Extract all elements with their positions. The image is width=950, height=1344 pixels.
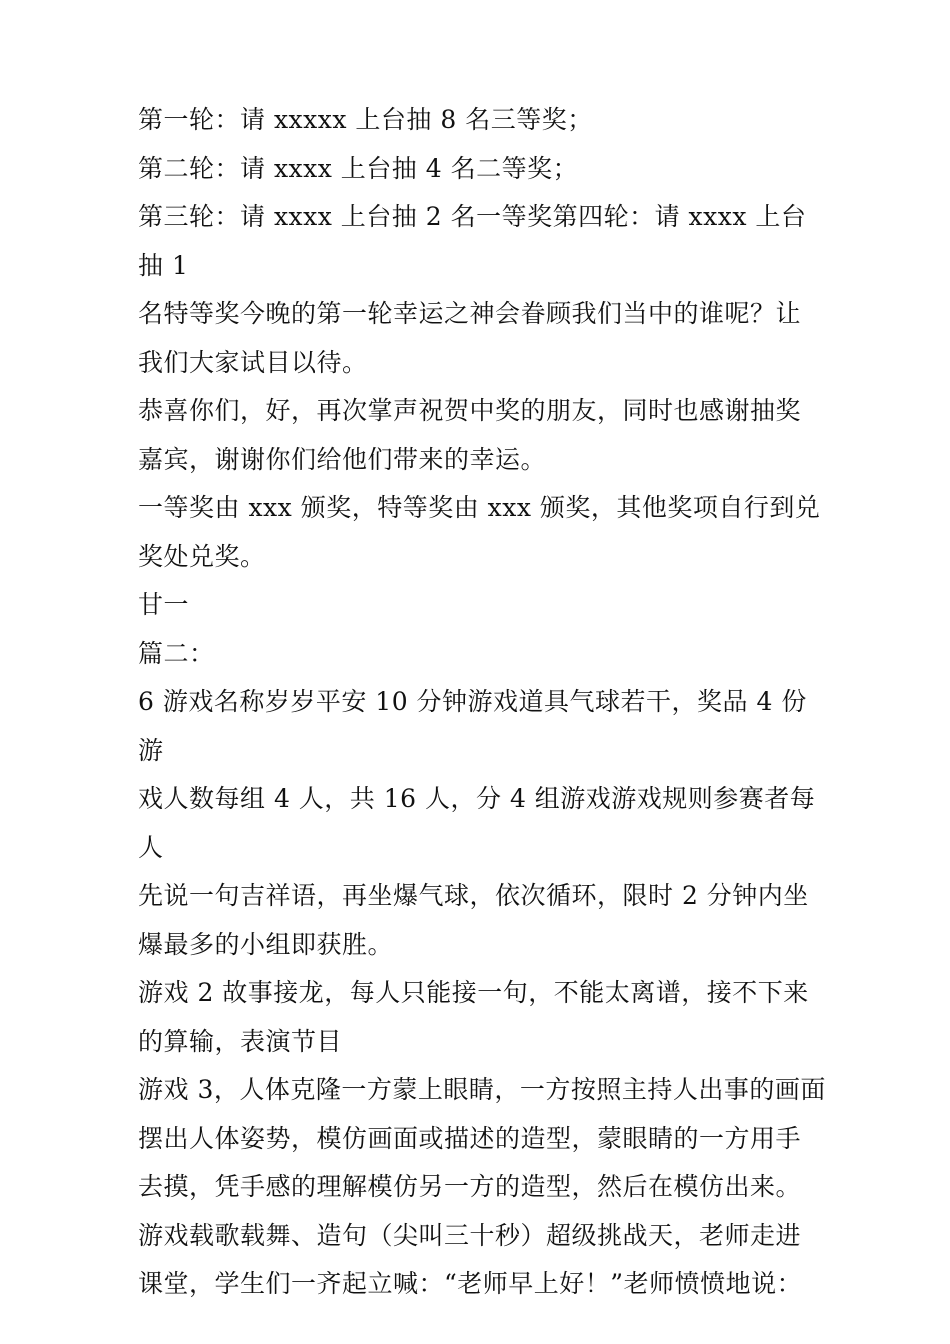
paragraph-game-balloons: 6 游戏名称岁岁平安 10 分钟游戏道具气球若干，奖品 4 份游 戏人数每组 4 人，共 16 人，分 4 组游戏游戏规则参赛者每人 先说一句吉祥语，再坐爆气球，依次循环，限时 2 分钟内坐 爆最多的小组即获胜。 <box>138 687 816 959</box>
paragraph-part-two-heading: 篇二： <box>138 638 215 668</box>
paragraph-game-story-chain: 游戏 2 故事接龙，每人只能接一句，不能太离谱，接不下来 的算输，表演节目 <box>138 978 809 1056</box>
paragraph-game-sing-dance: 游戏载歌载舞、造句（尖叫三十秒）超级挑战天，老师走进 课堂，学生们一齐起立喊：“老师早上好！”老师愤愤地说： <box>138 1220 803 1298</box>
paragraph-section-marker: 甘一 <box>138 590 190 619</box>
paragraph-congratulations: 恭喜你们，好，再次掌声祝贺中奖的朋友，同时也感谢抽奖 嘉宾，谢谢你们给他们带来的幸运。 <box>138 396 802 474</box>
paragraph-round-two: 第二轮：请 xxxx 上台抽 4 名二等奖； <box>138 153 579 183</box>
paragraph-round-three-four: 第三轮：请 xxxx 上台抽 2 名一等奖第四轮：请 xxxx 上台抽 1 名特等奖今晚的第一轮幸运之神会眷顾我们当中的谁呢？让 我们大家试目以待。 <box>138 202 807 377</box>
paragraph-round-one: 第一轮：请 xxxxx 上台抽 8 名三等奖； <box>138 105 593 134</box>
document-body <box>138 96 828 1309</box>
paragraph-award-presenters: 一等奖由 xxx 颁奖，特等奖由 xxx 颁奖，其他奖项自行到兑 奖处兑奖。 <box>138 493 821 571</box>
paragraph-game-human-clone: 游戏 3，人体克隆一方蒙上眼睛，一方按照主持人出事的画面 摆出人体姿势，模仿画面或描述的造型，蒙眼睛的一方用手 去摸，凭手感的理解模仿另一方的造型，然后在模仿出来。 <box>138 1075 826 1201</box>
